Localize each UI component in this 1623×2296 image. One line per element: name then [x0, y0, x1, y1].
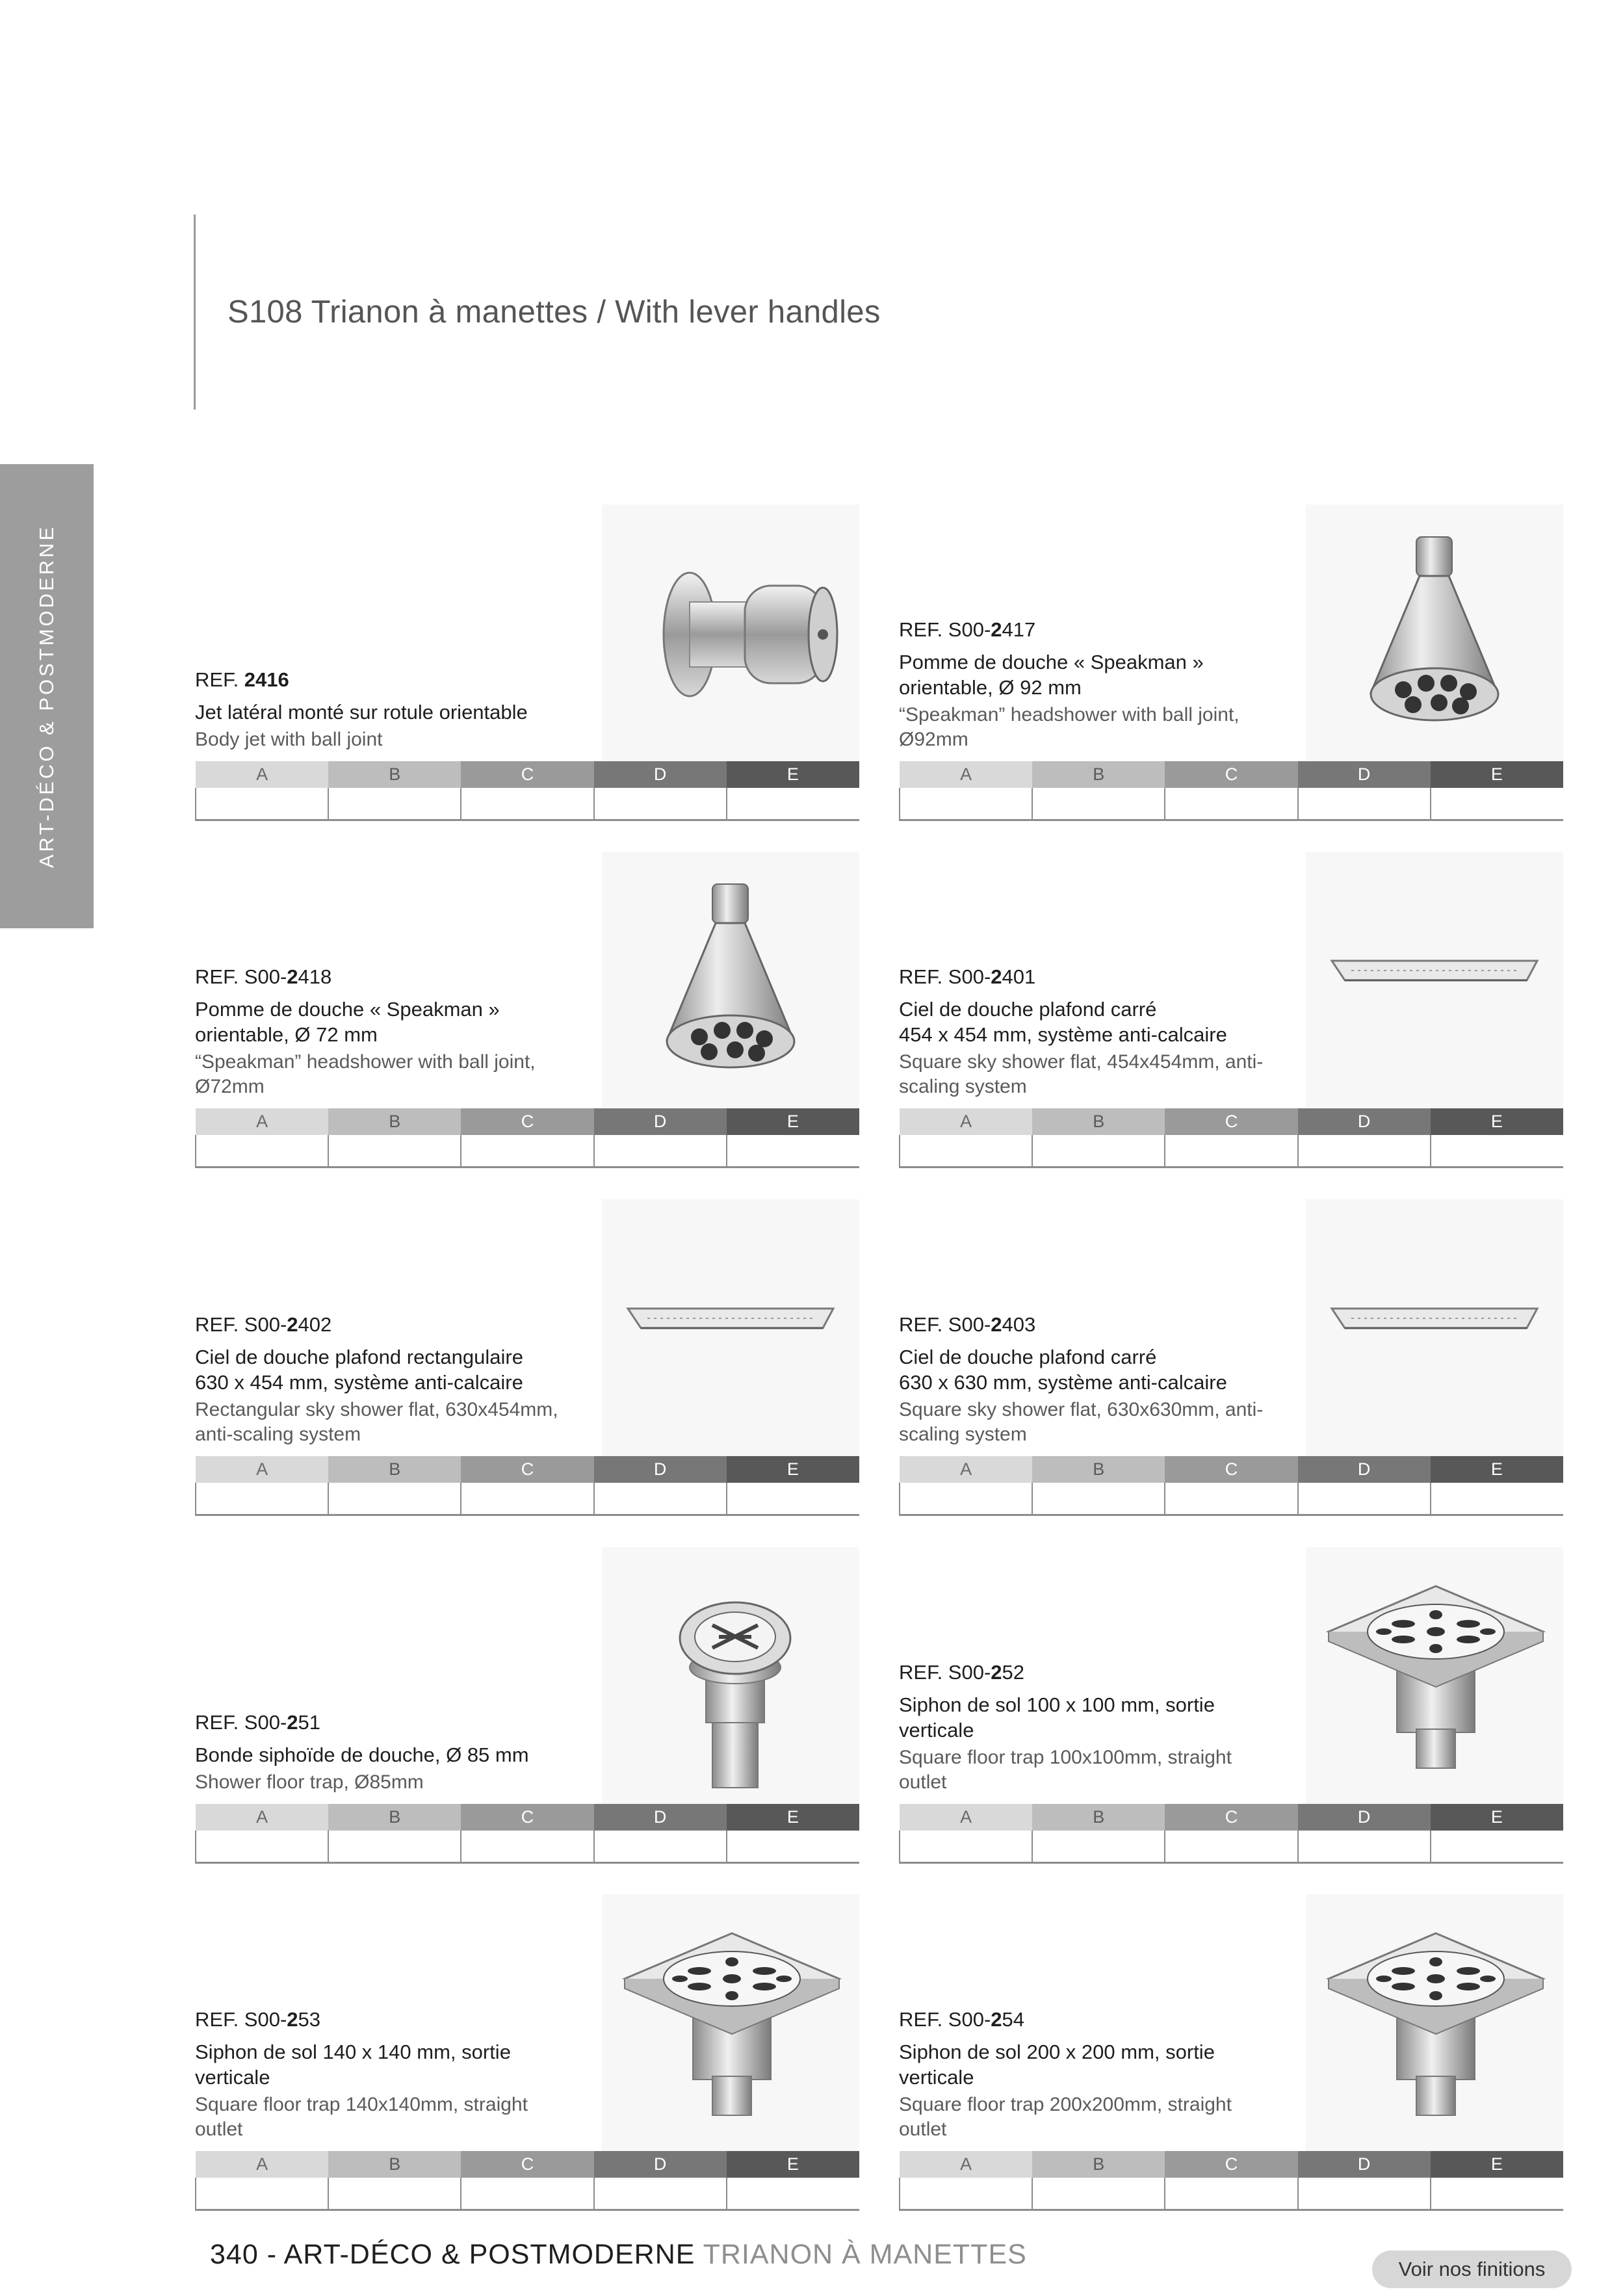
footer-subsection: TRIANON À MANETTES [695, 2239, 1027, 2270]
product-name-en-line: Shower floor trap, Ø85mm [195, 1771, 424, 1793]
product-ref [899, 2008, 1289, 2031]
product-name-en-line: “Speakman” headshower with ball joint, [899, 704, 1240, 725]
sky-shower-icon [1306, 852, 1563, 1108]
finish-header-b: B [1032, 2151, 1165, 2178]
finish-cell-e[interactable] [727, 2178, 859, 2210]
finish-header-e: E [727, 1456, 859, 1483]
finish-cell-b[interactable] [328, 2178, 461, 2210]
product-name-en-line: Square sky shower flat, 454x454mm, anti- [899, 1051, 1264, 1073]
finish-cell-b[interactable] [1032, 788, 1165, 820]
product-name-fr-line: verticale [899, 2066, 974, 2089]
finish-header-a: A [900, 1108, 1032, 1135]
product-card [899, 504, 1563, 816]
finish-header-c: C [1165, 1804, 1297, 1831]
finish-cell-e[interactable] [1431, 1135, 1563, 1167]
product-name-fr [195, 1742, 585, 1768]
ref-prefix: REF. S00- [195, 1711, 287, 1734]
product-card [195, 504, 859, 816]
ref-prefix: REF. S00- [195, 2008, 287, 2031]
finish-cell-c[interactable] [1165, 1831, 1297, 1862]
product-ref [899, 1661, 1289, 1684]
product-name-fr-line: Ciel de douche plafond carré [899, 1346, 1157, 1368]
product-description [195, 965, 585, 1099]
finish-header-a: A [196, 2151, 328, 2178]
product-name-en-line: “Speakman” headshower with ball joint, [195, 1051, 536, 1073]
product-card [195, 1894, 859, 2206]
side-section-tab[interactable] [0, 464, 94, 928]
finish-cell-e[interactable] [727, 1483, 859, 1515]
finishes-button[interactable]: Voir nos finitions [1372, 2250, 1572, 2288]
product-name-en-line: Square floor trap 200x200mm, straight [899, 2094, 1232, 2115]
footer-page-number: 340 [210, 2239, 259, 2270]
ref-suffix: 53 [298, 2008, 321, 2031]
product-name-en [195, 1398, 585, 1447]
product-ref [195, 668, 585, 692]
finish-header-a: A [196, 1804, 328, 1831]
ref-bold: 2 [287, 965, 298, 988]
product-description [195, 1313, 585, 1447]
finish-cell-b[interactable] [328, 1483, 461, 1515]
ref-bold: 2 [991, 618, 1002, 641]
finish-cell-b[interactable] [328, 1135, 461, 1167]
finish-cell-c[interactable] [1165, 788, 1297, 820]
product-name-fr-line: Siphon de sol 100 x 100 mm, sortie [899, 1693, 1215, 1716]
product-name-en-line: Body jet with ball joint [195, 729, 383, 750]
finish-cell-d[interactable] [594, 1483, 727, 1515]
product-card [195, 1199, 859, 1511]
finish-cell-a[interactable] [196, 1831, 328, 1862]
finish-header-d: D [594, 1456, 727, 1483]
finish-table [195, 761, 859, 821]
ref-suffix: 54 [1002, 2008, 1025, 2031]
finish-header-c: C [461, 1108, 593, 1135]
finish-cell-b[interactable] [1032, 1135, 1165, 1167]
product-description [899, 618, 1289, 752]
finish-cell-b[interactable] [328, 1831, 461, 1862]
finish-cell-c[interactable] [461, 1135, 593, 1167]
finish-header-e: E [727, 1108, 859, 1135]
ref-bold: 2 [991, 1313, 1002, 1336]
product-name-en-line: Ø72mm [195, 1076, 265, 1097]
page-title: S108 Trianon à manettes / With lever handles [227, 294, 881, 330]
product-description [195, 2008, 585, 2142]
ref-bold: 2 [287, 1711, 298, 1734]
product-name-fr [195, 997, 585, 1047]
product-description [899, 965, 1289, 1099]
product-name-en [195, 2093, 585, 2142]
finish-header-e: E [1431, 2151, 1563, 2178]
ref-prefix: REF. S00- [899, 1313, 991, 1336]
finish-header-c: C [1165, 761, 1297, 788]
finish-cell-a[interactable] [196, 1135, 328, 1167]
finish-cell-e[interactable] [1431, 1831, 1563, 1862]
product-name-en [899, 1398, 1289, 1447]
finish-table [899, 1108, 1563, 1168]
finish-header-b: B [1032, 1804, 1165, 1831]
finish-header-e: E [727, 1804, 859, 1831]
finish-cell-e[interactable] [1431, 2178, 1563, 2210]
finish-header-e: E [727, 761, 859, 788]
finish-cell-d[interactable] [1298, 1483, 1431, 1515]
sky-shower-icon [1306, 1199, 1563, 1456]
product-name-fr-line: 630 x 454 mm, système anti-calcaire [195, 1371, 523, 1394]
product-name-fr [899, 1344, 1289, 1395]
finish-header-d: D [594, 761, 727, 788]
finish-cell-c[interactable] [1165, 1135, 1297, 1167]
finish-cell-a[interactable] [900, 788, 1032, 820]
product-name-en-line: anti-scaling system [195, 1424, 361, 1445]
finish-header-a: A [196, 1108, 328, 1135]
headshower-icon [602, 852, 859, 1108]
finish-header-e: E [1431, 761, 1563, 788]
product-name-fr-line: Siphon de sol 200 x 200 mm, sortie [899, 2041, 1215, 2063]
ref-suffix: 403 [1002, 1313, 1036, 1336]
product-name-en-line: Square floor trap 100x100mm, straight [899, 1747, 1232, 1768]
finish-table [899, 1456, 1563, 1516]
finish-header-b: B [1032, 1456, 1165, 1483]
body-jet-icon [602, 504, 859, 761]
finish-cell-e[interactable] [1431, 788, 1563, 820]
product-description [899, 1661, 1289, 1795]
finish-cell-a[interactable] [900, 1135, 1032, 1167]
product-name-fr [195, 1344, 585, 1395]
product-name-fr-line: orientable, Ø 72 mm [195, 1023, 378, 1046]
finish-header-c: C [461, 1456, 593, 1483]
finish-cell-b[interactable] [1032, 2178, 1165, 2210]
finish-header-d: D [594, 1108, 727, 1135]
product-name-fr-line: Bonde siphoïde de douche, Ø 85 mm [195, 1743, 529, 1766]
ref-prefix: REF. S00- [899, 965, 991, 988]
product-name-fr [195, 699, 585, 725]
ref-suffix: 418 [298, 965, 332, 988]
finish-cell-c[interactable] [461, 788, 593, 820]
product-name-fr-line: Ciel de douche plafond rectangulaire [195, 1346, 523, 1368]
finish-cell-c[interactable] [1165, 2178, 1297, 2210]
finish-header-c: C [1165, 1108, 1297, 1135]
finish-cell-d[interactable] [1298, 2178, 1431, 2210]
product-name-en [195, 1050, 585, 1099]
product-ref [899, 618, 1289, 642]
finish-cell-b[interactable] [1032, 1483, 1165, 1515]
ref-suffix: 52 [1002, 1661, 1025, 1684]
product-description [899, 2008, 1289, 2142]
product-card [195, 852, 859, 1164]
product-name-en-line: Ø92mm [899, 729, 968, 750]
finish-table [195, 1804, 859, 1864]
finish-header-a: A [900, 761, 1032, 788]
finish-header-b: B [1032, 761, 1165, 788]
product-name-fr [899, 997, 1289, 1047]
title-divider [194, 215, 196, 410]
product-name-fr-line: 454 x 454 mm, système anti-calcaire [899, 1023, 1227, 1046]
finish-table [195, 1108, 859, 1168]
finish-cell-d[interactable] [1298, 1831, 1431, 1862]
finish-header-b: B [328, 1108, 461, 1135]
finish-cell-a[interactable] [196, 1483, 328, 1515]
product-ref [195, 1313, 585, 1337]
product-name-fr-line: verticale [195, 2066, 270, 2089]
finish-header-d: D [1298, 1108, 1431, 1135]
finish-header-e: E [1431, 1804, 1563, 1831]
product-name-fr [899, 649, 1289, 700]
ref-bold: 2 [287, 2008, 298, 2031]
square-floor-trap-icon [1306, 1894, 1563, 2151]
finish-cell-d[interactable] [594, 788, 727, 820]
finish-header-d: D [1298, 1804, 1431, 1831]
finish-header-c: C [461, 2151, 593, 2178]
finish-header-c: C [1165, 1456, 1297, 1483]
product-name-en-line: Rectangular sky shower flat, 630x454mm, [195, 1399, 558, 1420]
product-name-en [899, 2093, 1289, 2142]
product-description [899, 1313, 1289, 1447]
square-floor-trap-icon [1306, 1547, 1563, 1804]
finish-cell-e[interactable] [727, 788, 859, 820]
finish-cell-c[interactable] [461, 1483, 593, 1515]
product-name-en [899, 1050, 1289, 1099]
footer-separator: - [258, 2239, 284, 2270]
product-name-en-line: outlet [899, 2119, 947, 2140]
ref-suffix: 51 [298, 1711, 321, 1734]
product-name-fr-line: orientable, Ø 92 mm [899, 676, 1082, 699]
product-name-en [899, 703, 1289, 752]
sky-shower-icon [602, 1199, 859, 1456]
product-name-fr-line: 630 x 630 mm, système anti-calcaire [899, 1371, 1227, 1394]
ref-prefix: REF. [195, 668, 244, 691]
product-name-fr-line: Siphon de sol 140 x 140 mm, sortie [195, 2041, 511, 2063]
ref-suffix: 401 [1002, 965, 1036, 988]
product-name-fr-line: Ciel de douche plafond carré [899, 998, 1157, 1021]
product-name-en-line: Square sky shower flat, 630x630mm, anti- [899, 1399, 1264, 1420]
ref-suffix: 402 [298, 1313, 332, 1336]
finish-table [195, 1456, 859, 1516]
product-name-en-line: outlet [195, 2119, 243, 2140]
finish-cell-e[interactable] [727, 1831, 859, 1862]
finish-header-e: E [1431, 1108, 1563, 1135]
product-name-en [195, 1770, 585, 1795]
finish-cell-c[interactable] [1165, 1483, 1297, 1515]
ref-bold: 2 [287, 1313, 298, 1336]
ref-bold: 2 [991, 1661, 1002, 1684]
product-card [899, 1894, 1563, 2206]
finish-header-b: B [328, 1804, 461, 1831]
product-name-en [195, 727, 585, 752]
ref-bold: 2 [991, 965, 1002, 988]
finish-table [195, 2151, 859, 2211]
product-ref [195, 965, 585, 989]
finish-header-a: A [900, 2151, 1032, 2178]
finish-cell-d[interactable] [594, 1831, 727, 1862]
square-floor-trap-icon [602, 1894, 859, 2151]
product-ref [899, 965, 1289, 989]
finish-cell-d[interactable] [594, 1135, 727, 1167]
product-ref [195, 1711, 585, 1734]
finish-cell-a[interactable] [196, 788, 328, 820]
product-name-fr [195, 2039, 585, 2090]
side-section-label: ART-DÉCO & POSTMODERNE [35, 524, 58, 868]
product-ref [195, 2008, 585, 2031]
product-description [195, 668, 585, 752]
finish-cell-a[interactable] [900, 1831, 1032, 1862]
finish-header-b: B [1032, 1108, 1165, 1135]
product-name-fr [899, 2039, 1289, 2090]
product-name-fr-line: verticale [899, 1719, 974, 1742]
finish-table [899, 761, 1563, 821]
finish-table [899, 2151, 1563, 2211]
footer [210, 2239, 1027, 2271]
product-name-fr [899, 1692, 1289, 1743]
finish-header-b: B [328, 1456, 461, 1483]
finish-cell-e[interactable] [1431, 1483, 1563, 1515]
product-card [195, 1547, 859, 1859]
finish-header-a: A [196, 761, 328, 788]
product-card [899, 1547, 1563, 1859]
finish-cell-a[interactable] [196, 2178, 328, 2210]
finish-header-e: E [1431, 1456, 1563, 1483]
product-ref [899, 1313, 1289, 1337]
finish-header-a: A [900, 1804, 1032, 1831]
footer-section: ART-DÉCO & POSTMODERNE [283, 2239, 695, 2270]
ref-bold: 2 [991, 2008, 1002, 2031]
headshower-icon [1306, 504, 1563, 761]
product-name-en-line: scaling system [899, 1076, 1027, 1097]
finish-header-d: D [1298, 1456, 1431, 1483]
finish-header-d: D [594, 1804, 727, 1831]
round-floor-trap-icon [602, 1547, 859, 1804]
finish-header-e: E [727, 2151, 859, 2178]
finish-header-d: D [1298, 761, 1431, 788]
finish-cell-d[interactable] [1298, 788, 1431, 820]
ref-prefix: REF. S00- [195, 1313, 287, 1336]
product-name-fr-line: Pomme de douche « Speakman » [195, 998, 500, 1021]
product-name-fr-line: Pomme de douche « Speakman » [899, 651, 1204, 673]
finish-header-d: D [1298, 2151, 1431, 2178]
finish-cell-b[interactable] [1032, 1831, 1165, 1862]
finish-cell-d[interactable] [1298, 1135, 1431, 1167]
ref-bold: 2416 [244, 668, 289, 691]
finish-header-c: C [461, 761, 593, 788]
product-description [195, 1711, 585, 1795]
finish-header-c: C [1165, 2151, 1297, 2178]
finish-header-c: C [461, 1804, 593, 1831]
ref-prefix: REF. S00- [899, 2008, 991, 2031]
finish-header-d: D [594, 2151, 727, 2178]
finish-cell-c[interactable] [461, 2178, 593, 2210]
finish-header-a: A [196, 1456, 328, 1483]
finish-header-b: B [328, 2151, 461, 2178]
finish-table [899, 1804, 1563, 1864]
ref-suffix: 417 [1002, 618, 1036, 641]
finish-cell-e[interactable] [727, 1135, 859, 1167]
product-name-en-line: Square floor trap 140x140mm, straight [195, 2094, 528, 2115]
product-name-en [899, 1745, 1289, 1795]
finish-cell-b[interactable] [328, 788, 461, 820]
finish-cell-a[interactable] [900, 1483, 1032, 1515]
product-name-en-line: scaling system [899, 1424, 1027, 1445]
ref-prefix: REF. S00- [195, 965, 287, 988]
finish-header-b: B [328, 761, 461, 788]
product-name-fr-line: Jet latéral monté sur rotule orientable [195, 701, 528, 724]
ref-prefix: REF. S00- [899, 618, 991, 641]
product-name-en-line: outlet [899, 1771, 947, 1793]
ref-prefix: REF. S00- [899, 1661, 991, 1684]
product-card [899, 852, 1563, 1164]
finish-cell-d[interactable] [594, 2178, 727, 2210]
product-card [899, 1199, 1563, 1511]
finish-cell-a[interactable] [900, 2178, 1032, 2210]
finish-header-a: A [900, 1456, 1032, 1483]
finish-cell-c[interactable] [461, 1831, 593, 1862]
